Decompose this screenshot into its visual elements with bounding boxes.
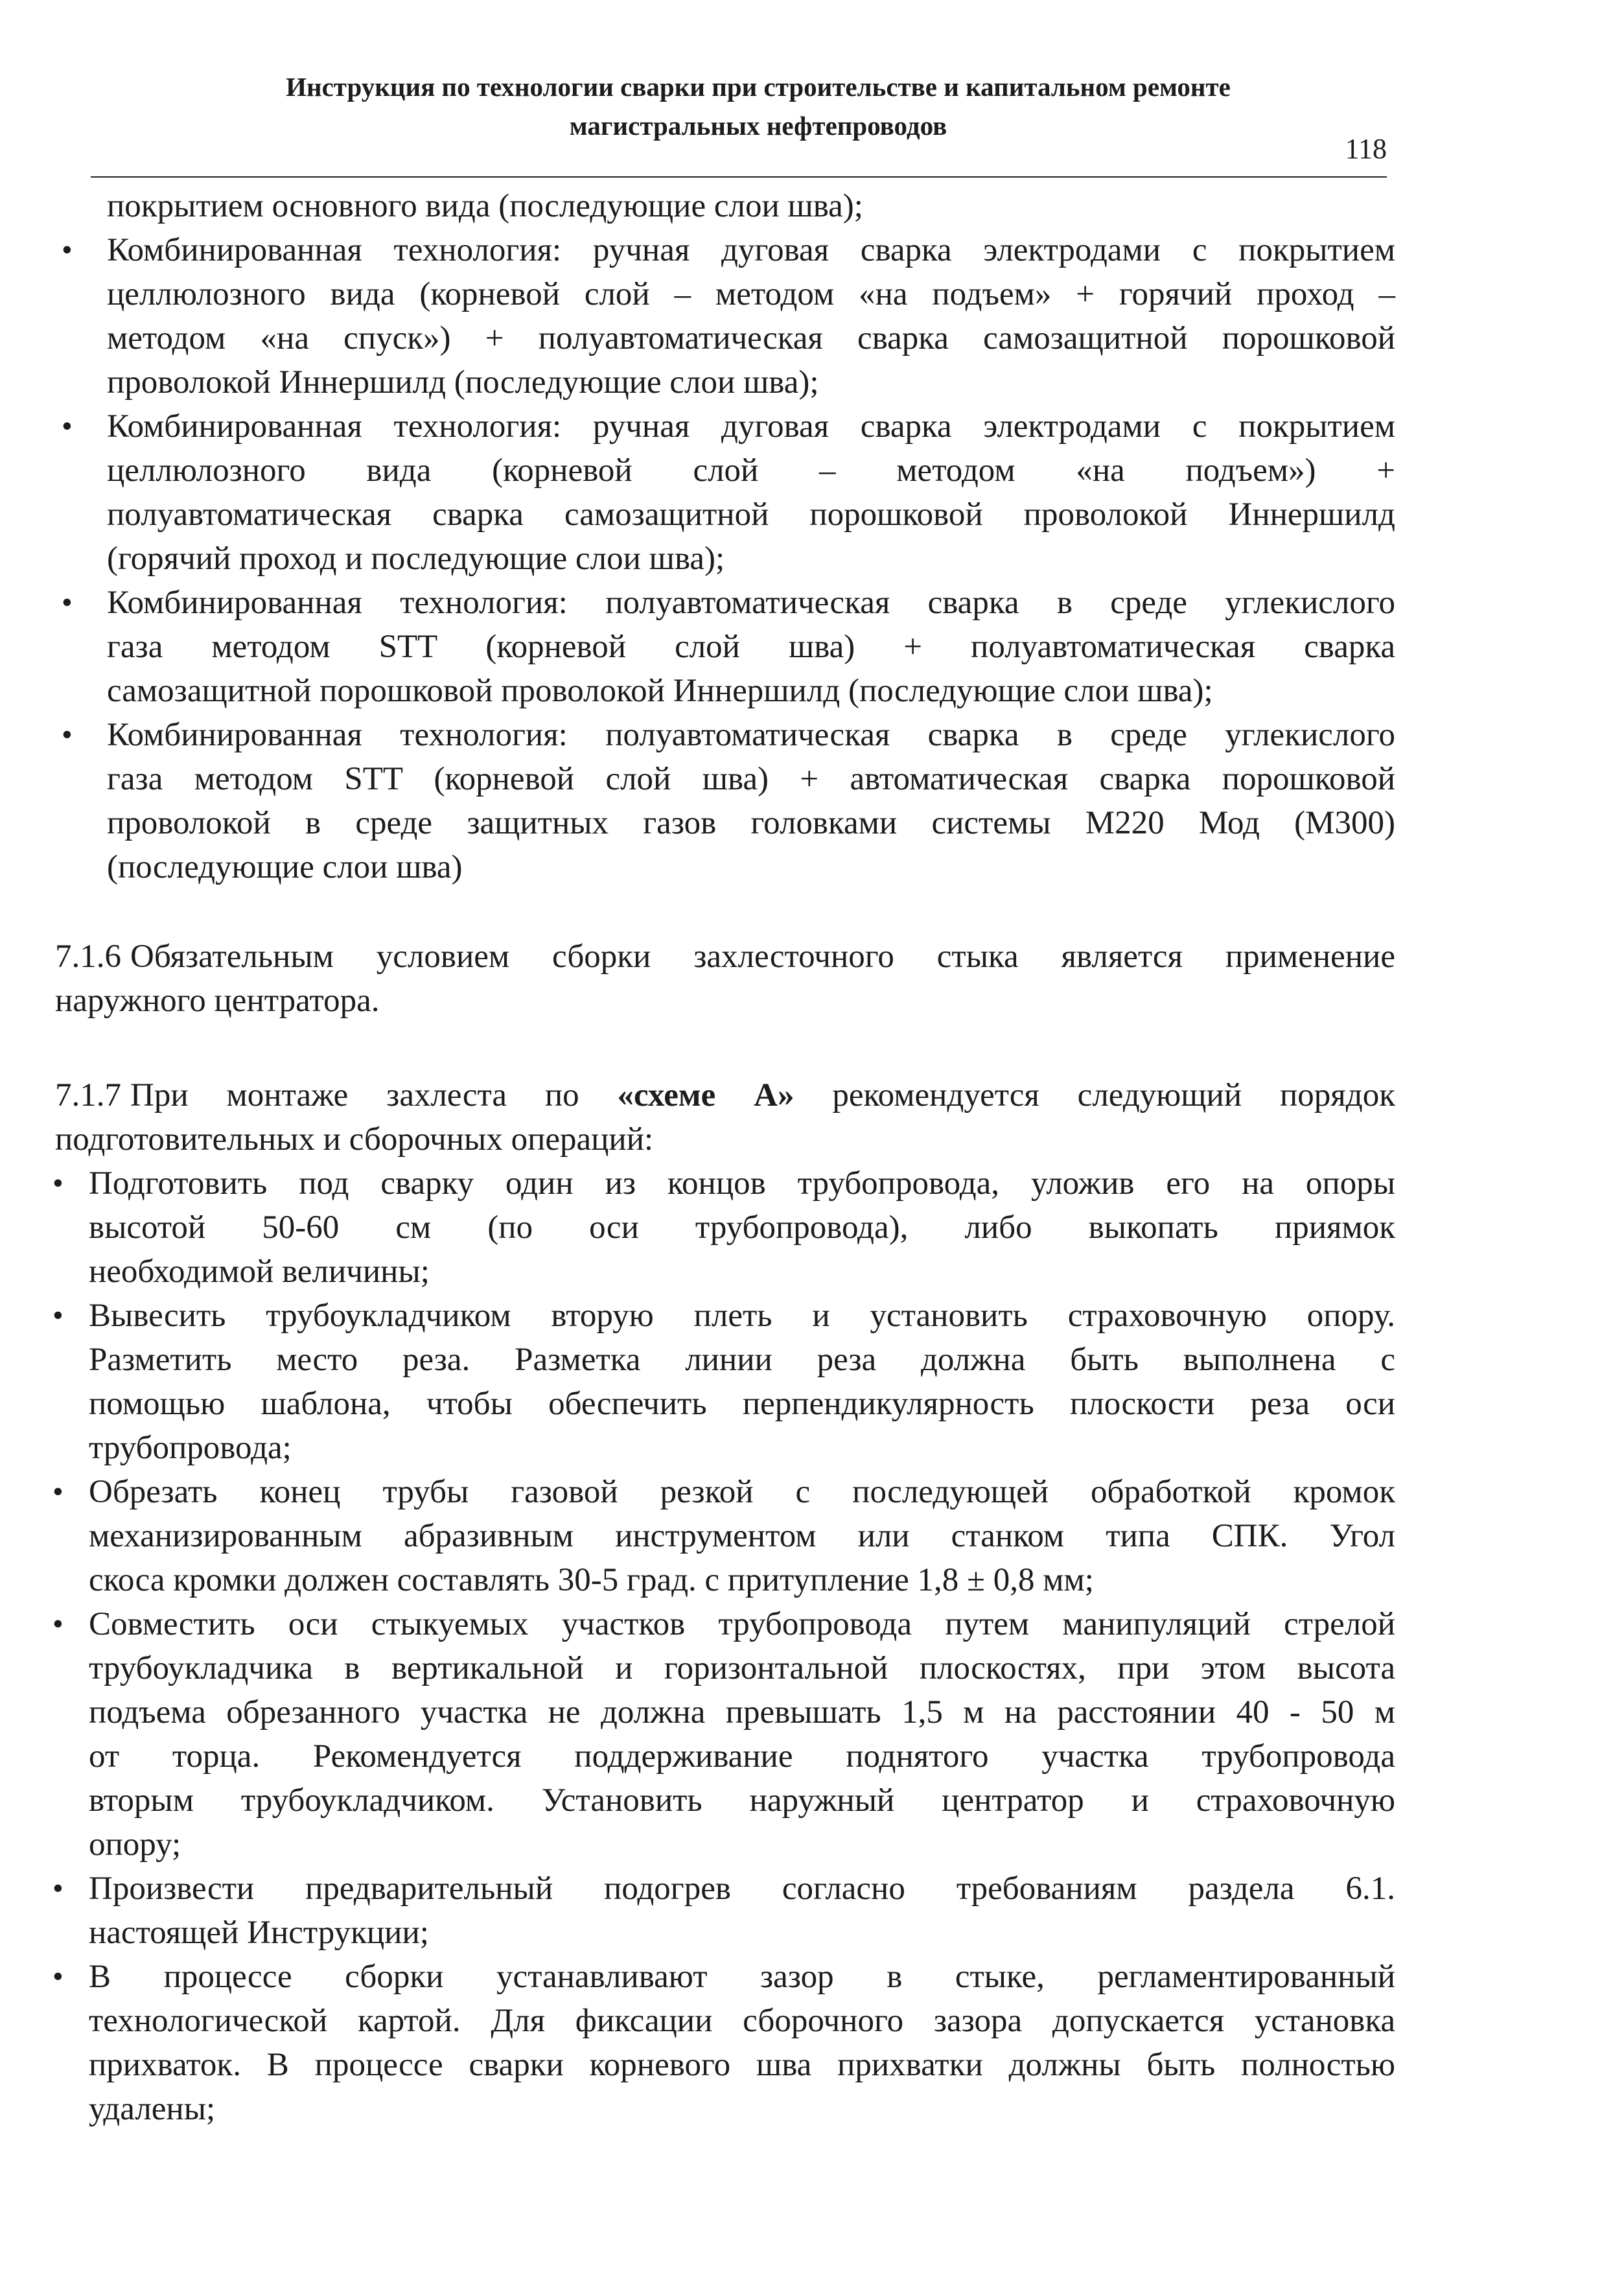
section-line bbox=[55, 935, 1395, 979]
list-item bbox=[89, 1955, 1395, 2131]
list-item bbox=[89, 1161, 1395, 1294]
list-item-line: методом «на спуск») + полуавтоматическая сварка самозащитной порошковой bbox=[107, 320, 1395, 356]
section-number: 7.1.6 bbox=[55, 938, 121, 975]
section-7-1-6 bbox=[55, 935, 1395, 1023]
assembly-operations-list bbox=[89, 1161, 1395, 2131]
technology-list bbox=[107, 228, 1395, 889]
list-item bbox=[107, 713, 1395, 889]
list-item-line: газа методом STT (корневой слой шва) + полуавтоматическая сварка bbox=[107, 629, 1395, 665]
list-item-line: необходимой величины; bbox=[89, 1253, 430, 1290]
list-item-line: технологической картой. Для фиксации сборочного зазора допускается установка bbox=[89, 2003, 1395, 2039]
header-divider bbox=[91, 176, 1387, 178]
section-text: рекомендуется следующий порядок bbox=[794, 1077, 1395, 1113]
scheme-a-label: «схеме А» bbox=[617, 1077, 795, 1113]
section-line: подготовительных и сборочных операций: bbox=[55, 1121, 654, 1158]
list-item-line: механизированным абразивным инструментом или станком типа СПК. Угол bbox=[89, 1518, 1395, 1554]
page-body bbox=[55, 184, 1395, 2131]
list-item-line: настоящей Инструкции; bbox=[89, 1915, 429, 1951]
list-item-line: • Комбинированная технология: ручная дуговая сварка электродами с покрытием bbox=[107, 408, 1395, 445]
list-item-line: • Комбинированная технология: полуавтоматическая сварка в среде углекислого bbox=[107, 717, 1395, 753]
list-item bbox=[89, 1294, 1395, 1470]
list-item-line: подъема обрезанного участка не должна превышать 1,5 м на расстоянии 40 - 50 м bbox=[89, 1694, 1395, 1730]
list-item bbox=[89, 1470, 1395, 1602]
list-item-line: удалены; bbox=[89, 2091, 216, 2127]
list-item-line: прихваток. В процессе сварки корневого шва прихватки должны быть полностью bbox=[89, 2047, 1395, 2083]
list-item bbox=[89, 1867, 1395, 1955]
section-text: При монтаже захлеста по bbox=[130, 1077, 618, 1113]
list-item-line: проволокой в среде защитных газов головками системы M220 Мод (M300) bbox=[107, 805, 1395, 841]
continuation-line: покрытием основного вида (последующие слои шва); bbox=[107, 188, 863, 224]
list-item-line: целлюлозного вида (корневой слой – методом «на подъем») + bbox=[107, 452, 1395, 489]
list-item bbox=[107, 581, 1395, 713]
section-7-1-7 bbox=[55, 1073, 1395, 1161]
section-number: 7.1.7 bbox=[55, 1077, 121, 1113]
list-item-line: • Вывесить трубоукладчиком вторую плеть и установить страховочную опору. bbox=[89, 1298, 1395, 1334]
list-item-line: помощью шаблона, чтобы обеспечить перпендикулярность плоскости реза оси bbox=[89, 1386, 1395, 1422]
section-line: наружного центратора. bbox=[55, 983, 380, 1019]
section-text: Обязательным условием сборки захлесточного стыка является применение bbox=[130, 938, 1395, 975]
list-item-line: проволокой Иннершилд (последующие слои шва); bbox=[107, 364, 819, 401]
list-item-line: целлюлозного вида (корневой слой – методом «на подъем» + горячий проход – bbox=[107, 276, 1395, 312]
list-item-line: (последующие слои шва) bbox=[107, 849, 463, 885]
list-item-line: • Обрезать конец трубы газовой резкой с последующей обработкой кромок bbox=[89, 1474, 1395, 1510]
list-item-line: • Комбинированная технология: полуавтоматическая сварка в среде углекислого bbox=[107, 585, 1395, 621]
list-item-line: вторым трубоукладчиком. Установить наружный центратор и страховочную bbox=[89, 1782, 1395, 1819]
list-item-line: самозащитной порошковой проволокой Иннершилд (последующие слои шва); bbox=[107, 673, 1213, 709]
list-item-line: газа методом STT (корневой слой шва) + автоматическая сварка порошковой bbox=[107, 761, 1395, 797]
list-item-line: полуавтоматическая сварка самозащитной порошковой проволокой Иннершилд bbox=[107, 496, 1395, 533]
list-item-line: высотой 50-60 см (по оси трубопровода), либо выкопать приямок bbox=[89, 1209, 1395, 1246]
document-header bbox=[84, 67, 1432, 145]
list-item-line: • Совместить оси стыкуемых участков трубопровода путем манипуляций стрелой bbox=[89, 1606, 1395, 1642]
list-item bbox=[107, 228, 1395, 404]
list-item-line: • В процессе сборки устанавливают зазор в стыке, регламентированный bbox=[89, 1959, 1395, 1995]
page-number: 118 bbox=[1345, 133, 1387, 165]
header-title-line1: Инструкция по технологии сварки при строительстве и капитальном ремонте bbox=[286, 72, 1231, 102]
list-item-line: Разметить место реза. Разметка линии реза должна быть выполнена с bbox=[89, 1342, 1395, 1378]
list-item-line: скоса кромки должен составлять 30-5 град. с притупление 1,8 ± 0,8 мм; bbox=[89, 1562, 1094, 1598]
list-item-line: • Подготовить под сварку один из концов трубопровода, уложив его на опоры bbox=[89, 1165, 1395, 1202]
list-item-line: • Произвести предварительный подогрев согласно требованиям раздела 6.1. bbox=[89, 1870, 1395, 1907]
list-item-line: • Комбинированная технология: ручная дуговая сварка электродами с покрытием bbox=[107, 232, 1395, 268]
header-title-line2: магистральных нефтепроводов bbox=[569, 111, 947, 141]
list-item bbox=[89, 1602, 1395, 1867]
list-item-line: трубопровода; bbox=[89, 1430, 292, 1466]
list-item-line: от торца. Рекомендуется поддерживание поднятого участка трубопровода bbox=[89, 1738, 1395, 1775]
list-item-line: (горячий проход и последующие слои шва); bbox=[107, 541, 725, 577]
list-item-line: опору; bbox=[89, 1826, 181, 1863]
section-line bbox=[55, 1073, 1395, 1117]
list-item-line: трубоукладчика в вертикальной и горизонтальной плоскостях, при этом высота bbox=[89, 1650, 1395, 1686]
list-item bbox=[107, 404, 1395, 581]
